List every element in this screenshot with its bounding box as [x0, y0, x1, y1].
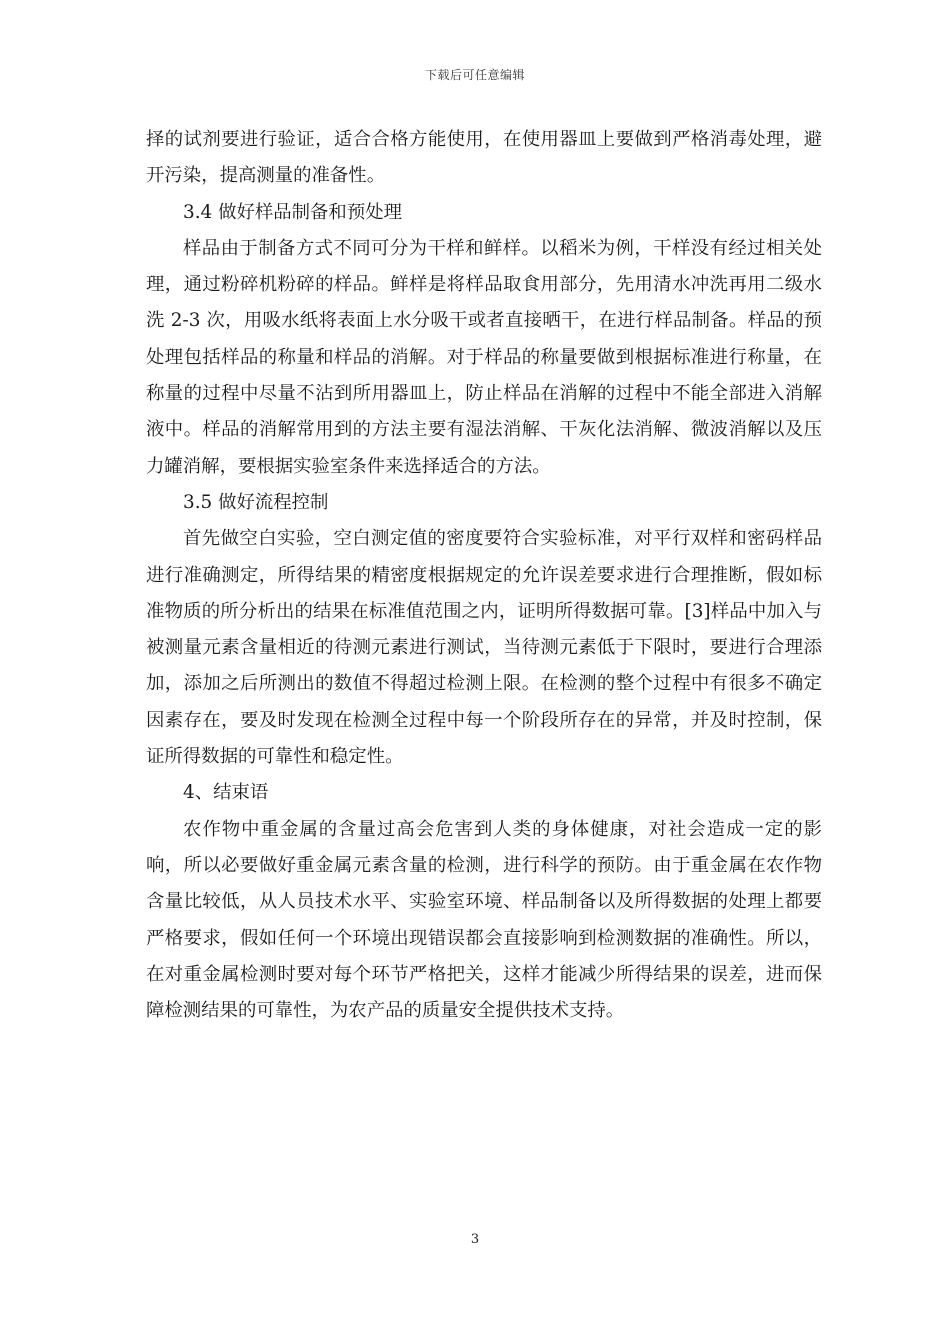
paragraph-conclusion: 农作物中重金属的含量过高会危害到人类的身体健康，对社会造成一定的影响，所以必要做好重金属元素含量的检测，进行科学的预防。由于重金属在农作物含量比较低，从人员技术水平、实验室环境、样品制备以及所得数据的处理上都要严格要求，假如任何一个环境出现错误都会直接影响到检测数据的准确性。所以，在对重金属检测时要对每个环节严格把关，这样才能减少所得结果的误差，进而保障检测结果的可靠性，为农产品的质量安全提供技术支持。 [146, 818, 822, 1022]
page-header-note: 下载后可任意编辑 [424, 68, 525, 82]
paragraph-continued: 择的试剂要进行验证，适合合格方能使用，在使用器皿上要做到严格消毒处理，避开污染，提高测量的准备性。 [146, 129, 822, 187]
paragraph-sample-preparation: 样品由于制备方式不同可分为干样和鲜样。以稻米为例，干样没有经过相关处理，通过粉碎机粉碎的样品。鲜样是将样品取食用部分，先用清水冲洗再用二级水洗 2-3 次，用吸水纸将表面上水分吸干或者直接晒干，在进行样品制备。样品的预处理包括样品的称量和样品的消解。对于样品的称量要做到根据标准进行称量，在称量的过程中尽量不沾到所用器皿上，防止样品在消解的过程中不能全部进入消解液中。样品的消解常用到的方法主要有湿法消解、干灰化法消解、微波消解以及压力罐消解，要根据实验室条件来选择适合的方法。 [146, 237, 822, 477]
paragraph-process-control: 首先做空白实验，空白测定值的密度要符合实验标准，对平行双样和密码样品进行准确测定，所得结果的精密度根据规定的允许误差要求进行合理推断，假如标准物质的所分析出的结果在标准值范围之内，证明所得数据可靠。[3]样品中加入与被测量元素含量相近的待测元素进行测试，当待测元素低于下限时，要进行合理添加，添加之后所测出的数值不得超过检测上限。在检测的整个过程中有很多不确定因素存在，要及时发现在检测全过程中每一个阶段所存在的异常，并及时控制，保证所得数据的可靠性和稳定性。 [146, 528, 822, 768]
section-heading-3-4: 3.4 做好样品制备和预处理 [183, 201, 402, 223]
section-heading-4: 4、结束语 [183, 782, 269, 804]
document-body [146, 122, 822, 1029]
section-heading-3-5: 3.5 做好流程控制 [183, 491, 329, 513]
page-number: 3 [470, 1232, 480, 1247]
